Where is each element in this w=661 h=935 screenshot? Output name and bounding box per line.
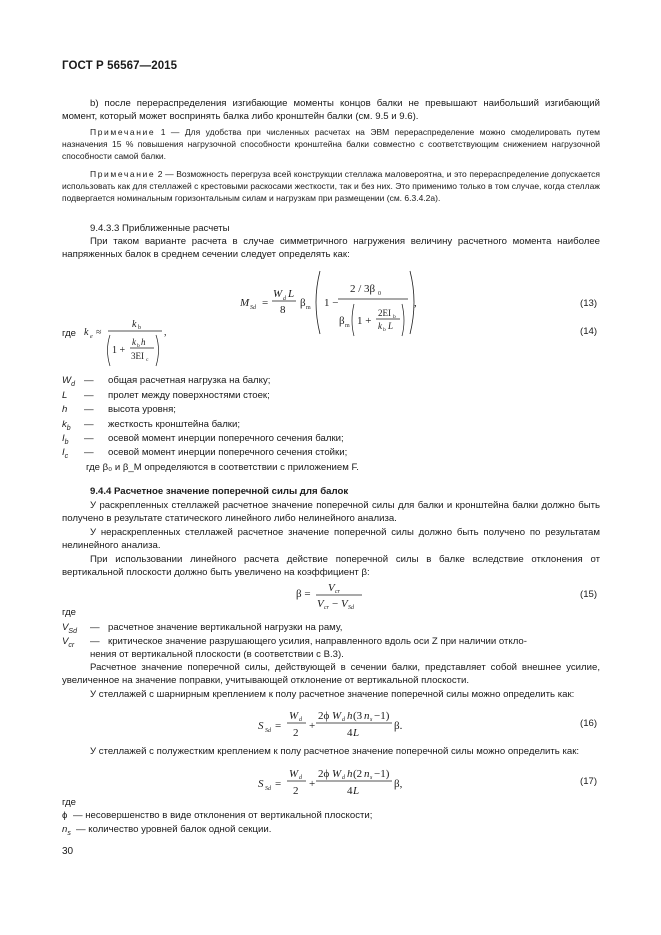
svg-text:2ϕ: 2ϕ — [318, 710, 330, 722]
svg-text:1 +: 1 + — [357, 315, 372, 327]
definition-symbol: $I_b$ — [62, 433, 69, 446]
section-9-4-3-3-heading: 9.4.3.3 Приближенные расчеты — [90, 223, 230, 234]
svg-text:(2: (2 — [353, 768, 363, 780]
equation-number-17: (17) — [580, 776, 598, 787]
document-page: ГОСТ Р 56567—2015 b) после перераспределения изгибающие моменты концов балки не превышают наибольший изгибающий момент, который может воспринять балка либо кронштейн балки (см. 9.5 и 9.6). Примечание 1 — Для удобства при численных расчетах на ЭВМ перераспределение можно смоделировать путем назначения 15 % повышения нагрузочной способности кронштейна балки совместно с соответствующим снижением нагрузочной способности самой балки. Примечание 2 — Возможность перегруза всей конструкции стеллажа маловероятна, и это перераспределение допускается использовать как для стеллажей с крестовыми раскосами жесткости, так и без них. Это применимо только в том случае, когда стеллаж подвергается номинальным горизонтальным силам и нагрузкам при размещении (см. 6.3.4.2а). 9.4.3.3 Приближенные расчеты При таком варианте расчета в случае симметричного нагружения величину расчетного момента наиболее напряженных балок в среднем сечении следует определять как: M Sd = W d L 8 β m 1 − 2 / 3β 0 β m 1 + 2EI b k b L , (13) где k e ≈ k b 1 + k b h 3EI c , (14) $W_d$ — общая расчетная нагрузка на балку; L — пролет между поверхностями стоек; h — высота уровня; $k_b$ — жесткость кронштейна балки; $I_b$ — осевой момент инерции поперечного сечения балки; $I_c$ — осевой момент инерции поперечного сечения стойки; где β₀ и β_M определяются в соответствии с приложением F. 9.4.4 Расчетное значение поперечной силы для балок У раскрепленных стеллажей расчетное значение поперечной силы для балки и кронштейна балки должно быть получено в результате статического линейного либо нелинейного анализа. У нераскрепленных стеллажей расчетное значение поперечной силы должно быть получено по результатам нелинейного анализа. При использовании линейного расчета действие поперечной силы в балке вследствие отклонения от вертикальной плоскости должно быть увеличено на коэффициент β: β = V cr V cr − V Sd (15) где $V_{Sd}$ — расчетное значение вертикальной нагрузки на раму, $V_{cr}$ — критическое значение разрушающего усилия, направленного вдоль оси Z при наличии откло- нения от вертикальной плоскости (в соответствии с B.3). Расчетное значение поперечной силы, действующей в сечении балки, представляет собой внешнее усилие, увеличенное на значение поправки, учитывающей отклонение от вертикальной плоскости. У стеллажей с шарнирным креплением к полу расчетное значение поперечной силы можно определить как: S Sd = W d 2 + 2ϕ W d h (3 n s −1) 4 L β. (16) У стеллажей с полужестким креплением к полу расчетное значение поперечной силы можно определить как: S Sd = W d 2 + 2ϕ W d h (2 n s −1) 4 L β, (17) где ϕ — несовершенство в виде отклонения от вертикальной плоскости; $n_s$ — количество уровней балок одной секции. 30 — [62, 60, 600, 857]
svg-text:V: V — [328, 582, 335, 594]
svg-text:s: s — [370, 717, 373, 723]
beta-note: где β₀ и β_M определяются в соответствии с приложением F. — [86, 462, 359, 473]
svg-text:V: V — [341, 598, 348, 610]
svg-text:,: , — [164, 327, 167, 338]
svg-text:k: k — [132, 319, 137, 330]
definition-text: — несовершенство в виде отклонения от вертикальной плоскости; — [73, 810, 373, 821]
svg-text:Sd: Sd — [265, 786, 271, 792]
svg-text:=: = — [275, 720, 282, 732]
equation-number-13: (13) — [580, 298, 598, 309]
svg-text:2ϕ: 2ϕ — [318, 768, 330, 780]
paragraph-semirigid: У стеллажей с полужестким креплением к полу расчетное значение поперечной силы можно определить как: — [90, 746, 580, 757]
svg-text:k: k — [84, 327, 89, 338]
equation-number-16: (16) — [580, 718, 598, 729]
definition-vcr-continued: нения от вертикальной плоскости (в соответствии с B.3). — [90, 649, 344, 660]
svg-text:L: L — [388, 321, 394, 331]
svg-text:β: β — [300, 297, 306, 309]
definition-symbol: L — [62, 390, 68, 401]
equation-15 — [296, 580, 366, 614]
svg-text:2: 2 — [293, 785, 299, 797]
svg-text:β,: β, — [394, 778, 403, 790]
equation-14 — [84, 318, 174, 370]
svg-text:d: d — [299, 717, 302, 723]
paragraph-item-b: b) после перераспределения изгибающие моменты концов балки не превышают наибольший изгибающий момент, который может воспринять балка либо кронштейн балки (см. 9.5 и 9.6). — [62, 98, 600, 122]
definition-text: высота уровня; — [108, 404, 176, 415]
definition-text: пролет между поверхностями стоек; — [108, 390, 270, 401]
where-label-14: где — [62, 328, 77, 339]
svg-text:W: W — [289, 710, 299, 722]
section-9-4-4-p1: У раскрепленных стеллажей расчетное значение поперечной силы для балки и кронштейна балки должно быть получено в результате статического линейного либо нелинейного анализа. — [62, 500, 600, 524]
note-2-label: Примечание — [90, 169, 156, 179]
svg-text:0: 0 — [378, 291, 381, 297]
svg-text:−: − — [332, 598, 339, 610]
section-9-4-4-p2: У нераскрепленных стеллажей расчетное значение поперечной силы должно быть получено по результатам нелинейного анализа. — [62, 527, 600, 551]
svg-text:−1): −1) — [374, 710, 390, 722]
svg-text:Sd: Sd — [348, 605, 354, 611]
svg-text:8: 8 — [280, 304, 286, 316]
paragraph-hinged: У стеллажей с шарнирным креплением к полу расчетное значение поперечной силы можно определить как: — [90, 689, 575, 700]
document-header: ГОСТ Р 56567—2015 — [62, 60, 178, 72]
svg-text:W: W — [332, 768, 342, 780]
svg-text:m: m — [345, 323, 350, 329]
note-2 — [62, 168, 600, 204]
equation-number-14: (14) — [580, 326, 598, 337]
svg-text:n: n — [364, 768, 370, 780]
svg-text:m: m — [306, 305, 311, 311]
svg-text:b: b — [138, 325, 141, 331]
svg-text:e: e — [90, 334, 93, 340]
definition-symbol: $I_c$ — [62, 447, 69, 460]
svg-text:=: = — [262, 297, 269, 309]
note-1 — [62, 126, 600, 162]
svg-text:W: W — [332, 710, 342, 722]
definition-text: критическое значение разрушающего усилия, направленного вдоль оси Z при наличии откло- — [108, 636, 527, 647]
definition-symbol: $V_{cr}$ — [62, 636, 75, 649]
svg-text:Sd: Sd — [265, 728, 271, 734]
equation-16 — [258, 708, 408, 742]
svg-text:b: b — [383, 327, 386, 333]
svg-text:d: d — [342, 717, 345, 723]
svg-text:β: β — [339, 315, 345, 327]
svg-text:d: d — [283, 296, 286, 302]
paragraph-shear: Расчетное значение поперечной силы, действующей в сечении балки, представляет собой внешнее усилие, увеличенное на значение поправки, учитывающей отклонение от вертикальной плоскости. — [62, 662, 600, 686]
svg-text:cr: cr — [324, 605, 329, 611]
equation-13 — [240, 266, 430, 338]
svg-text:2: 2 — [293, 727, 299, 739]
svg-text:d: d — [342, 775, 345, 781]
definition-symbol: $k_b$ — [62, 419, 71, 432]
definition-symbol: ϕ — [62, 810, 68, 821]
svg-text:c: c — [146, 357, 149, 363]
definition-text: осевой момент инерции поперечного сечения балки; — [108, 433, 344, 444]
svg-text:s: s — [370, 775, 373, 781]
definition-text: — количество уровней балок одной секции. — [76, 824, 272, 835]
section-9-4-4-heading: 9.4.4 Расчетное значение поперечной силы для балок — [90, 486, 349, 497]
svg-text:1 −: 1 − — [324, 297, 339, 309]
svg-text:b: b — [393, 314, 396, 320]
svg-text:h: h — [141, 337, 146, 347]
definition-text: расчетное значение вертикальной нагрузки на раму, — [108, 622, 343, 633]
note-1-text: 1 — Для удобства при численных расчетах на ЭВМ перераспределение можно смоделировать путем назначения 15 % повышения нагрузочной способности кронштейна балки совместно с соответствующим снижением нагрузочной способности самой балки. — [62, 127, 600, 161]
svg-text:h: h — [347, 768, 353, 780]
svg-text:S: S — [258, 778, 264, 790]
svg-text:β.: β. — [394, 720, 403, 732]
svg-text:(3: (3 — [353, 710, 363, 722]
svg-text:d: d — [299, 775, 302, 781]
svg-text:V: V — [317, 598, 324, 610]
svg-text:k: k — [132, 337, 136, 347]
definition-symbol: $n_s$ — [62, 824, 71, 837]
svg-text:4: 4 — [347, 727, 353, 739]
svg-text:2EI: 2EI — [378, 308, 391, 318]
note-1-label: Примечание — [90, 127, 156, 137]
equation-number-15: (15) — [580, 589, 598, 600]
svg-text:L: L — [288, 288, 295, 300]
svg-text:L: L — [353, 727, 360, 739]
section-9-4-4-p3: При использовании линейного расчета действие поперечной силы в балке вследствие отклонения от вертикальной плоскости должно быть увеличено на коэффициент β: — [62, 554, 600, 578]
svg-text:L: L — [353, 785, 360, 797]
definition-symbol: $W_d$ — [62, 375, 75, 388]
svg-text:=: = — [275, 778, 282, 790]
definition-text: общая расчетная нагрузка на балку; — [108, 375, 271, 386]
section-9-4-3-3-text: При таком варианте расчета в случае симметричного нагружения величину расчетного момента наиболее напряженных балок в среднем сечении следует определять как: — [62, 236, 600, 260]
svg-text:Sd: Sd — [250, 305, 256, 311]
svg-text:−1): −1) — [374, 768, 390, 780]
equation-17 — [258, 766, 408, 800]
svg-text:h: h — [347, 710, 353, 722]
svg-text:2 / 3β: 2 / 3β — [350, 283, 376, 295]
svg-text:b: b — [137, 343, 140, 349]
svg-text:S: S — [258, 720, 264, 732]
svg-text:+: + — [309, 778, 316, 790]
svg-text:W: W — [273, 288, 283, 300]
svg-text:,: , — [414, 297, 417, 309]
svg-text:n: n — [364, 710, 370, 722]
definition-symbol: $V_{Sd}$ — [62, 622, 77, 635]
where-label-15: где — [62, 607, 77, 618]
svg-text:4: 4 — [347, 785, 353, 797]
page-number: 30 — [62, 846, 74, 857]
definition-text: жесткость кронштейна балки; — [108, 419, 241, 430]
svg-text:3EI: 3EI — [131, 351, 144, 361]
note-2-text: 2 — Возможность перегруза всей конструкции стеллажа маловероятна, и это перераспределение допускается использовать как для стеллажей с крестовыми раскосами жесткости, так и без них. Это применимо только в том случае, когда стеллаж подвергается номинальным горизонтальным силам и нагрузкам при размещении (см. 6.3.4.2а). — [62, 169, 600, 203]
svg-text:≈: ≈ — [96, 327, 102, 338]
svg-text:M: M — [240, 297, 250, 309]
where-label-17: где — [62, 797, 77, 808]
svg-text:cr: cr — [335, 589, 340, 595]
svg-text:β =: β = — [296, 588, 311, 600]
definition-symbol: h — [62, 404, 68, 415]
svg-text:W: W — [289, 768, 299, 780]
svg-text:+: + — [309, 720, 316, 732]
svg-text:k: k — [378, 321, 382, 331]
svg-text:1 +: 1 + — [112, 345, 126, 356]
definition-text: осевой момент инерции поперечного сечения стойки; — [108, 447, 348, 458]
